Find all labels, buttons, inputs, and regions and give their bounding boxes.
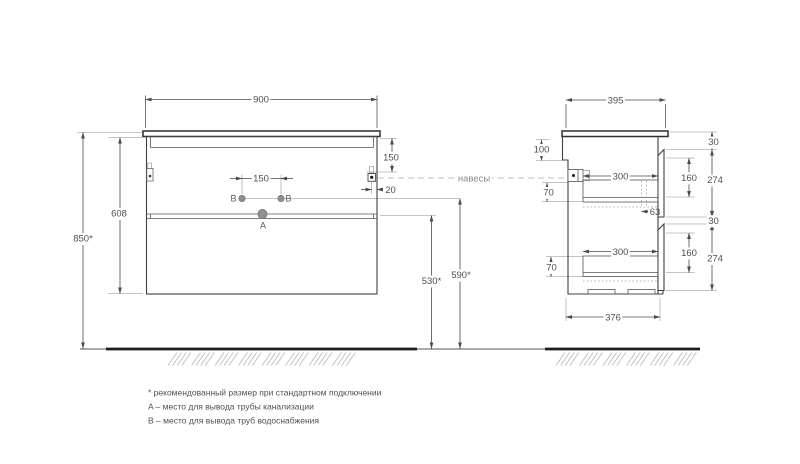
dim-front-width: 900 (253, 94, 269, 106)
ground (80, 349, 700, 366)
dim-front-total-height: 850* (73, 233, 93, 245)
dim-side-upper-front-height: 274 (707, 175, 723, 186)
dim-outlet-spacing: 150 (253, 173, 269, 185)
side-foot-right (628, 290, 655, 295)
dim-side-lower-box-depth: 300 (612, 246, 629, 258)
dim-side-hanger-drop: 100 (533, 144, 550, 156)
dim-drain-height: 530* (421, 276, 442, 287)
dim-side-slide-offset: 63 (649, 207, 661, 218)
dim-side-upper-inner-height: 160 (681, 172, 697, 184)
dim-side-lower-front-height: 274 (707, 253, 723, 265)
label-outlet-b-right: B (285, 193, 292, 204)
labels (72, 94, 725, 426)
outlet-b-left-marker (239, 195, 245, 201)
dim-supply-height: 590* (451, 270, 471, 281)
dim-side-lower-box-height: 70 (546, 262, 557, 274)
dim-side-upper-box-depth: 300 (612, 171, 629, 183)
side-lower-drawer-box (583, 256, 658, 281)
dim-front-hanger-top-offset: 150 (383, 152, 399, 164)
hanger-bracket-front-left (147, 163, 153, 181)
front-countertop (143, 131, 380, 137)
note-outlet-b: B – место для вывода труб водоснабжения (148, 415, 319, 426)
side-upper-drawer-box (583, 180, 658, 207)
hanger-bracket-front-right (368, 167, 376, 182)
label-outlet-b-left: B (230, 193, 237, 204)
dim-side-depth: 395 (607, 95, 624, 107)
side-foot-left (588, 290, 615, 295)
side-back-and-bottom (563, 137, 664, 295)
front-view (143, 131, 380, 294)
ground-hatch-right (556, 353, 696, 366)
dim-side-lower-inner-height: 160 (681, 247, 697, 259)
dimension-lines (83, 96, 712, 349)
dim-side-upper-box-height: 70 (543, 187, 554, 199)
dim-side-bottom-depth: 376 (605, 312, 621, 324)
side-lower-drawer-face (658, 224, 664, 291)
note-outlet-a: A – место для вывода трубы канализации (148, 401, 314, 412)
dim-side-mid-gap: 30 (708, 215, 719, 227)
outlet-b-right-marker (278, 195, 284, 201)
label-outlet-a: A (259, 220, 267, 231)
dim-front-body-height: 608 (111, 208, 127, 220)
outlet-a-marker (258, 209, 267, 218)
note-recommended-size: * рекомендованный размер при стандартном подключении (148, 387, 382, 398)
side-countertop (562, 131, 668, 137)
label-hangers: навесы (457, 173, 491, 185)
dim-side-top-gap: 30 (708, 137, 719, 148)
ground-hatch-left (168, 353, 355, 366)
dim-front-hanger-side-offset: 20 (385, 184, 396, 196)
